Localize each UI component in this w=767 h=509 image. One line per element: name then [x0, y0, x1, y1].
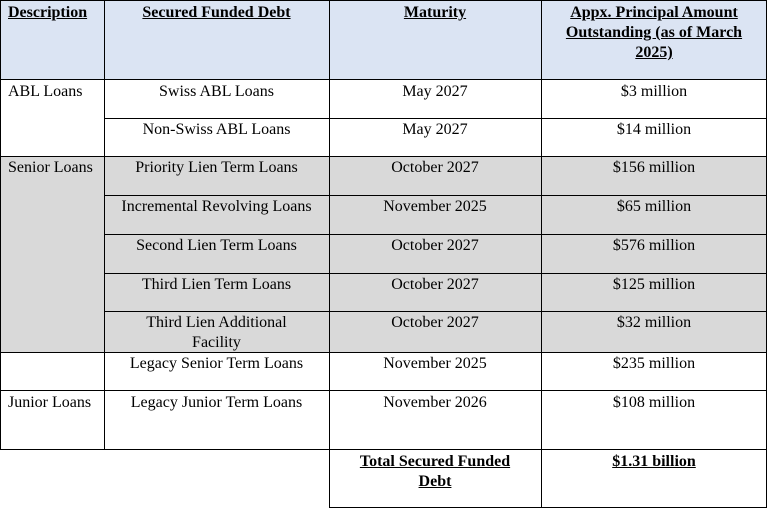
group-senior-loans: Senior Loans	[8, 159, 93, 176]
grid-line	[0, 79, 767, 80]
grid-line	[0, 0, 1, 450]
grid-line	[0, 0, 767, 1]
table-row-maturity: November 2025	[383, 355, 487, 372]
table-row-maturity: May 2027	[402, 121, 468, 138]
table-row-debt: Legacy Junior Term Loans	[130, 394, 303, 411]
table-row-amount: $576 million	[612, 237, 696, 254]
grid-line	[104, 273, 767, 274]
group-abl-loans: ABL Loans	[8, 83, 83, 100]
table-row-amount: $235 million	[612, 355, 696, 372]
grid-line	[329, 507, 767, 508]
grid-line	[0, 449, 767, 450]
table-row-maturity: May 2027	[402, 83, 468, 100]
table-row-maturity: October 2027	[391, 237, 479, 254]
grid-line	[0, 390, 767, 391]
table-row-debt: Second Lien Term Loans	[136, 237, 297, 254]
header-description: Description	[0, 0, 104, 80]
total-label: Total Secured Funded Debt	[359, 453, 511, 490]
table-row-amount: $125 million	[612, 276, 696, 293]
grid-line	[104, 118, 767, 119]
table-row-debt: Third Lien Term Loans	[141, 276, 292, 293]
table-row-debt: Non-Swiss ABL Loans	[142, 121, 291, 138]
table-row-maturity: October 2027	[391, 159, 479, 176]
table-row-amount: $32 million	[616, 314, 692, 331]
table-row-amount: $108 million	[612, 394, 696, 411]
header-secured-funded-debt: Secured Funded Debt	[104, 0, 329, 80]
total-amount: $1.31 billion	[612, 453, 696, 470]
grid-line	[329, 0, 330, 508]
grid-line	[104, 234, 767, 235]
group-junior-loans: Junior Loans	[8, 394, 92, 411]
table-row-amount: $14 million	[616, 121, 692, 138]
table-row-amount: $156 million	[612, 159, 696, 176]
header-principal-amount: Appx. Principal Amount Outstanding (as of March 2025)	[541, 0, 767, 80]
grid-line	[104, 0, 105, 450]
table-row-amount: $65 million	[616, 198, 692, 215]
grid-line	[0, 156, 767, 157]
table-row-debt: Priority Lien Term Loans	[135, 159, 298, 176]
table-row-amount: $3 million	[620, 83, 688, 100]
table-row-maturity: November 2025	[383, 198, 487, 215]
grid-line	[104, 195, 767, 196]
header-maturity: Maturity	[329, 0, 541, 80]
table-row-debt: Legacy Senior Term Loans	[129, 355, 304, 372]
table-row-debt: Swiss ABL Loans	[159, 83, 274, 100]
grid-line	[104, 311, 767, 312]
table-row-debt: Third Lien Additional Facility	[146, 314, 287, 351]
table-row-maturity: November 2026	[383, 394, 487, 411]
table-row-maturity: October 2027	[391, 314, 479, 331]
table-row-debt: Incremental Revolving Loans	[121, 198, 312, 215]
grid-line	[0, 352, 767, 353]
grid-line	[541, 0, 542, 508]
table-row-maturity: October 2027	[391, 276, 479, 293]
